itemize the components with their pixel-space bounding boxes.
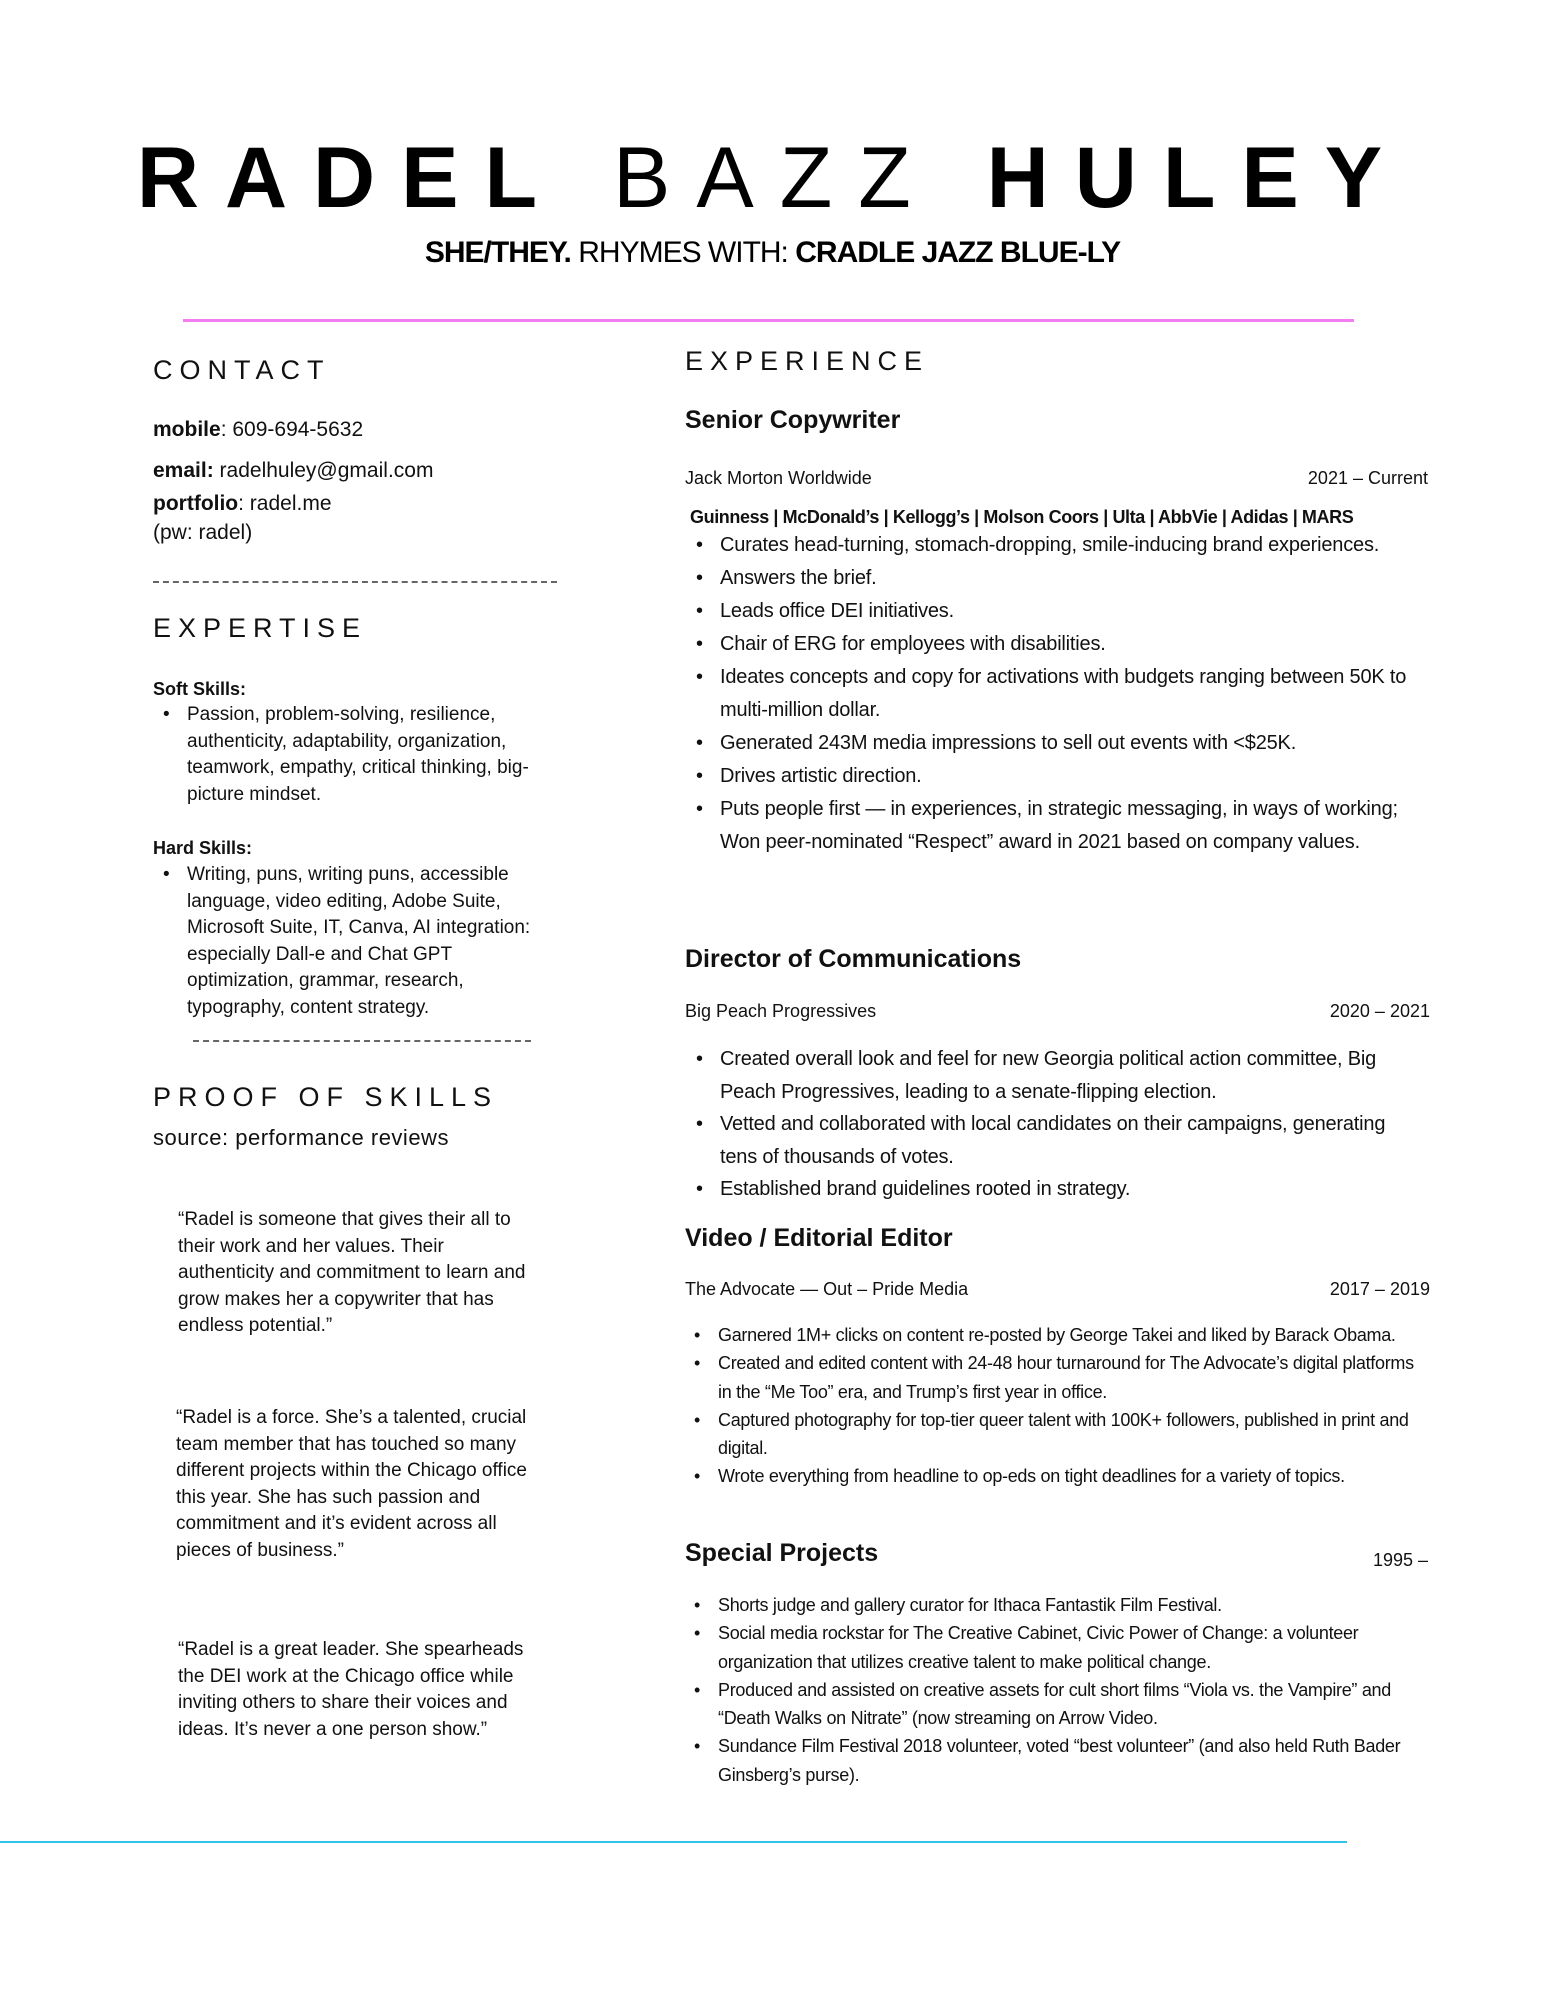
list-item: • Generated 243M media impressions to sell out events with <$25K. — [720, 727, 1425, 760]
list-item: • Chair of ERG for employees with disabilities. — [720, 628, 1425, 661]
job-dates: 1995 – — [1372, 1550, 1428, 1570]
quote: “Radel is a great leader. She spearheads the DEI work at the Chicago office while inviting others to share their voices and ideas. It’s never a one person show.” — [178, 1639, 524, 1740]
list-item: • Created and edited content with 24-48 hour turnaround for The Advocate’s digital platforms in the “Me Too” era, and Trump’s first year in office. — [718, 1349, 1430, 1406]
list-item: • Puts people first — in experiences, in strategic messaging, in ways of working; Won peer-nominated “Respect” award in 2021 based on company values. — [720, 793, 1425, 859]
list-item: • Ideates concepts and copy for activations with budgets ranging between 50K to multi-million dollar. — [720, 661, 1425, 727]
contact-heading: CONTACT — [153, 355, 331, 385]
mobile-label: mobile — [153, 418, 221, 441]
portfolio-label: portfolio — [153, 492, 239, 515]
bottom-divider — [0, 1841, 1347, 1843]
list-item: • Answers the brief. — [720, 562, 1425, 595]
quote: “Radel is someone that gives their all to their work and her values. Their authenticity and commitment to learn and grow makes her a copywriter that has endless potential.” — [178, 1209, 526, 1336]
rhymes-with: CRADLE JAZZ BLUE-LY — [795, 236, 1121, 269]
list-item: • Established brand guidelines rooted in strategy. — [720, 1173, 1425, 1206]
pronouns: SHE/THEY. — [424, 236, 571, 269]
list-item: • Curates head-turning, stomach-dropping, smile-inducing brand experiences. — [720, 529, 1425, 562]
list-item: • Wrote everything from headline to op-eds on tight deadlines for a variety of topics. — [718, 1462, 1430, 1490]
email-label: email: — [153, 459, 214, 482]
last-name: HULEY — [986, 130, 1409, 226]
first-name: RADEL — [136, 130, 564, 226]
list-item: • Social media rockstar for The Creative Cabinet, Civic Power of Change: a volunteer organization that utilizes creative talent to make political change. — [718, 1619, 1430, 1676]
job-dates: 2017 – 2019 — [1329, 1279, 1430, 1299]
list-item: • Sundance Film Festival 2018 volunteer, voted “best volunteer” (and also held Ruth Bader Ginsberg’s purse). — [718, 1732, 1430, 1789]
job-bullets — [718, 1591, 1430, 1789]
job-bullets — [720, 1043, 1425, 1206]
job-title: Director of Communications — [685, 945, 1022, 973]
list-item: • Captured photography for top-tier queer talent with 100K+ followers, published in print and digital. — [718, 1406, 1430, 1463]
job-title: Video / Editorial Editor — [685, 1224, 953, 1252]
soft-skills-list — [187, 702, 562, 808]
job-dates: 2021 – Current — [1307, 468, 1428, 488]
list-item: • Produced and assisted on creative assets for cult short films “Viola vs. the Vampire” and “Death Walks on Nitrate” (now streaming on Arrow Video. — [718, 1676, 1430, 1733]
contact-portfolio[interactable] — [153, 489, 332, 519]
company: Jack Morton Worldwide — [685, 468, 872, 488]
list-item: • Vetted and collaborated with local candidates on their campaigns, generating tens of thousands of votes. — [720, 1108, 1425, 1173]
hard-skills-label: Hard Skills: — [153, 838, 253, 858]
email-value[interactable]: radelhuley@gmail.com — [213, 459, 434, 482]
expertise-divider — [193, 1040, 531, 1042]
quote: “Radel is a force. She’s a talented, crucial team member that has touched so many different projects within the Chicago office this year. She has such passion and commitment and it’s evident across all pieces of business.” — [176, 1407, 527, 1561]
job-dates: 2020 – 2021 — [1329, 1001, 1430, 1021]
company: Big Peach Progressives — [685, 1001, 877, 1021]
top-divider — [183, 319, 1354, 322]
proof-heading: PROOF OF SKILLS — [153, 1082, 499, 1112]
middle-name: BAZZ — [612, 130, 937, 226]
hard-skills-list — [187, 862, 562, 1021]
list-item: • Writing, puns, writing puns, accessible language, video editing, Adobe Suite, Microsoft Suite, IT, Canva, AI integration: especially Dall-e and Chat GPT optimization, grammar, research, typography, content strategy. — [187, 862, 562, 1021]
job-bullets — [720, 529, 1425, 859]
company: The Advocate — Out – Pride Media — [685, 1279, 969, 1299]
mobile-value: : 609-694-5632 — [220, 418, 364, 441]
contact-divider — [153, 581, 557, 583]
pronouns-line — [0, 234, 1545, 272]
list-item: • Shorts judge and gallery curator for Ithaca Fantastik Film Festival. — [718, 1591, 1430, 1619]
contact-mobile — [153, 415, 363, 445]
list-item: • Leads office DEI initiatives. — [720, 595, 1425, 628]
clients: Guinness | McDonald’s | Kellogg’s | Molson Coors | Ulta | AbbVie | Adidas | MARS — [690, 507, 1354, 527]
proof-source: source: performance reviews — [153, 1125, 449, 1150]
portfolio-value[interactable]: : radel.me — [238, 492, 332, 515]
list-item: • Created overall look and feel for new Georgia political action committee, Big Peach Progressives, leading to a senate-flipping election. — [720, 1043, 1425, 1108]
portfolio-password: (pw: radel) — [153, 521, 253, 544]
expertise-heading: EXPERTISE — [153, 613, 368, 643]
list-item: • Drives artistic direction. — [720, 760, 1425, 793]
list-item: • Garnered 1M+ clicks on content re-posted by George Takei and liked by Barack Obama. — [718, 1321, 1430, 1349]
job-title: Special Projects — [685, 1539, 879, 1567]
soft-skills-label: Soft Skills: — [153, 679, 247, 699]
contact-email[interactable] — [153, 456, 433, 486]
resume-name — [0, 128, 1545, 228]
rhymes-label: RHYMES WITH: — [578, 236, 788, 269]
experience-heading: EXPERIENCE — [685, 346, 930, 376]
job-bullets — [718, 1321, 1430, 1491]
job-title: Senior Copywriter — [685, 406, 901, 434]
list-item: • Passion, problem-solving, resilience, authenticity, adaptability, organization, teamwork, empathy, critical thinking, big-picture mindset. — [187, 702, 562, 808]
